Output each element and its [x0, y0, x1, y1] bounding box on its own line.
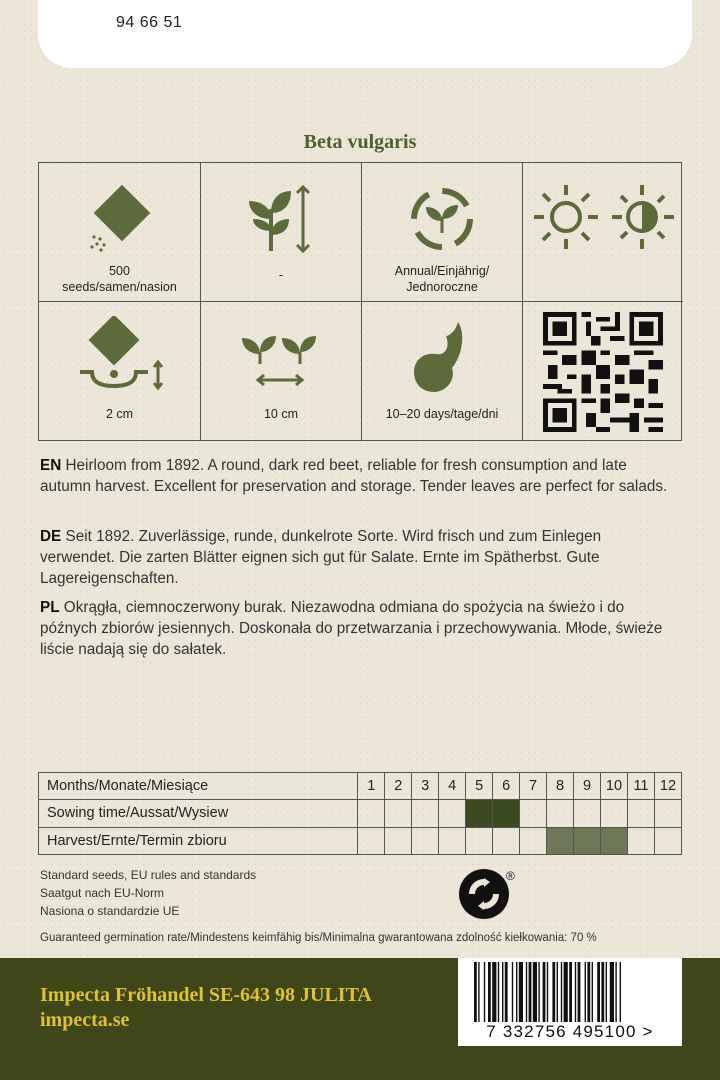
seed-packet-icon [80, 183, 160, 263]
month-9: 9 [574, 773, 601, 800]
harvest-month-5 [466, 827, 493, 854]
barcode-bar [488, 962, 491, 1022]
sow-month-9 [574, 800, 601, 827]
germination-caption: 10–20 days/tage/dni [385, 407, 499, 421]
barcode-number: 7 332756 495100 > [486, 1022, 654, 1041]
barcode-bar [564, 962, 568, 1022]
plant-spacing-icon [236, 320, 326, 400]
barcode-bar [526, 962, 527, 1022]
sow-month-7 [520, 800, 547, 827]
sow-month-4 [439, 800, 466, 827]
registered-mark: ® [506, 869, 515, 883]
harvest-month-9 [574, 827, 601, 854]
month-3: 3 [412, 773, 439, 800]
product-code: 94 66 51 [116, 14, 183, 31]
standard-de: Saatgut nach EU-Norm [40, 886, 165, 900]
month-8: 8 [547, 773, 574, 800]
height-cell [201, 163, 362, 302]
standard-pl: Nasiona o standardzie UE [40, 904, 180, 918]
month-4: 4 [439, 773, 466, 800]
spacing-caption: 10 cm [263, 407, 299, 421]
barcode-bar [578, 962, 581, 1022]
barcode-bar [484, 962, 485, 1022]
sow-month-12 [654, 800, 681, 827]
sowing-depth-icon [70, 316, 170, 396]
annual-cycle-icon [402, 179, 482, 259]
barcode-bar [620, 962, 621, 1022]
month-12: 12 [654, 773, 681, 800]
barcode-bar [587, 962, 590, 1022]
barcode-bar [505, 962, 508, 1022]
barcode-bar [492, 962, 496, 1022]
harvest-month-11 [627, 827, 654, 854]
harvest-month-10 [601, 827, 628, 854]
lifecycle-cell [362, 163, 523, 302]
barcode-bar [529, 962, 532, 1022]
description-pl [40, 597, 680, 660]
harvest-month-7 [520, 827, 547, 854]
barcode-bar [585, 962, 586, 1022]
lang-code-en: EN [40, 457, 62, 474]
lang-code-pl: PL [40, 599, 60, 616]
harvest-month-6 [493, 827, 520, 854]
month-2: 2 [385, 773, 412, 800]
icon-grid [38, 162, 682, 441]
company-info [40, 983, 372, 1033]
description-pl-text: Okrągła, ciemnoczerwony burak. Niezawodna odmiana do spożycia na świeżo i do późnych zbiorów jesiennych. Doskonała do przetwarzania i przechowywania. Młode, świeże liście nadają się do sałatek. [40, 599, 663, 658]
month-6: 6 [493, 773, 520, 800]
barcode-bar [533, 962, 537, 1022]
barcode-bar [516, 962, 517, 1022]
month-7: 7 [520, 773, 547, 800]
lang-code-de: DE [40, 528, 62, 545]
sow-month-11 [627, 800, 654, 827]
sowing-row [39, 800, 682, 827]
company-address: Impecta Fröhandel SE-643 98 JULITA [40, 984, 372, 1006]
company-website[interactable]: impecta.se [40, 1009, 130, 1031]
harvest-row [39, 827, 682, 854]
seed-standards [40, 866, 256, 920]
barcode-bar [498, 962, 499, 1022]
barcode-bar [538, 962, 539, 1022]
green-dot-recycle-icon [458, 866, 522, 922]
seeds-caption: 500 seeds/samen/nasion [62, 264, 177, 294]
germination-rate: Guaranteed germination rate/Mindestens keimfähig bis/Minimalna gwarantowana zdolność kiełkowania: 70 % [40, 932, 597, 944]
plant-height-icon [241, 179, 321, 259]
sow-month-6 [493, 800, 520, 827]
sun-cell [523, 163, 683, 302]
months-label: Months/Monate/Miesiące [39, 773, 358, 800]
seeds-cell [39, 163, 201, 302]
month-10: 10 [601, 773, 628, 800]
germination-cell [362, 302, 523, 441]
month-11: 11 [627, 773, 654, 800]
sow-month-1 [358, 800, 385, 827]
sun-partial-shade-icon [528, 177, 678, 257]
barcode-bar [615, 962, 616, 1022]
hanging-tab [38, 0, 692, 68]
description-de-text: Seit 1892. Zuverlässige, runde, dunkelrote Sorte. Wird frisch und zum Einlegen verwendet. Die zarten Blätter eignen sich gut für Salate. Ernte im Spätherbst. Gute Lagereigenschaften. [40, 528, 602, 587]
depth-caption: 2 cm [105, 407, 134, 421]
germination-time-icon [402, 316, 482, 396]
barcode-bar [597, 962, 600, 1022]
sowing-calendar [38, 772, 682, 855]
height-caption: - [278, 268, 284, 282]
month-5: 5 [466, 773, 493, 800]
barcode-bar [601, 962, 604, 1022]
months-row [39, 773, 682, 800]
spacing-cell [201, 302, 362, 441]
barcode-bar [552, 962, 555, 1022]
sow-month-3 [412, 800, 439, 827]
lifecycle-caption: Annual/Einjährig/ Jednoroczne [394, 264, 490, 294]
barcode-bar [561, 962, 562, 1022]
barcode-bars-icon [458, 958, 682, 1022]
description-de [40, 526, 680, 589]
harvest-month-12 [654, 827, 681, 854]
barcode-bar [502, 962, 503, 1022]
harvest-month-3 [412, 827, 439, 854]
barcode-bar [543, 962, 546, 1022]
barcode-bar [610, 962, 614, 1022]
barcode-bar [575, 962, 576, 1022]
harvest-month-4 [439, 827, 466, 854]
barcode-bar [606, 962, 607, 1022]
sow-month-2 [385, 800, 412, 827]
barcode-bar [569, 962, 572, 1022]
harvest-label: Harvest/Ernte/Termin zbioru [39, 827, 358, 854]
description-en [40, 455, 680, 497]
barcode-bar [592, 962, 593, 1022]
barcode-bar [478, 962, 479, 1022]
barcode-bar [519, 962, 523, 1022]
sow-month-10 [601, 800, 628, 827]
sowing-label: Sowing time/Aussat/Wysiew [39, 800, 358, 827]
month-1: 1 [358, 773, 385, 800]
species-name: Beta vulgaris [303, 131, 417, 153]
harvest-month-8 [547, 827, 574, 854]
qr-code-icon[interactable] [543, 312, 663, 432]
standard-en: Standard seeds, EU rules and standards [40, 868, 257, 882]
sow-month-5 [466, 800, 493, 827]
barcode-bar [474, 962, 477, 1022]
barcode-bar [512, 962, 513, 1022]
sow-month-8 [547, 800, 574, 827]
depth-cell [39, 302, 201, 441]
description-en-text: Heirloom from 1892. A round, dark red beet, reliable for fresh consumption and late autumn harvest. Excellent for preservation and storage. Tender leaves are perfect for salads. [40, 457, 668, 495]
barcode-bar [547, 962, 548, 1022]
harvest-month-2 [385, 827, 412, 854]
barcode-bar [557, 962, 558, 1022]
qr-cell [523, 302, 683, 441]
harvest-month-1 [358, 827, 385, 854]
